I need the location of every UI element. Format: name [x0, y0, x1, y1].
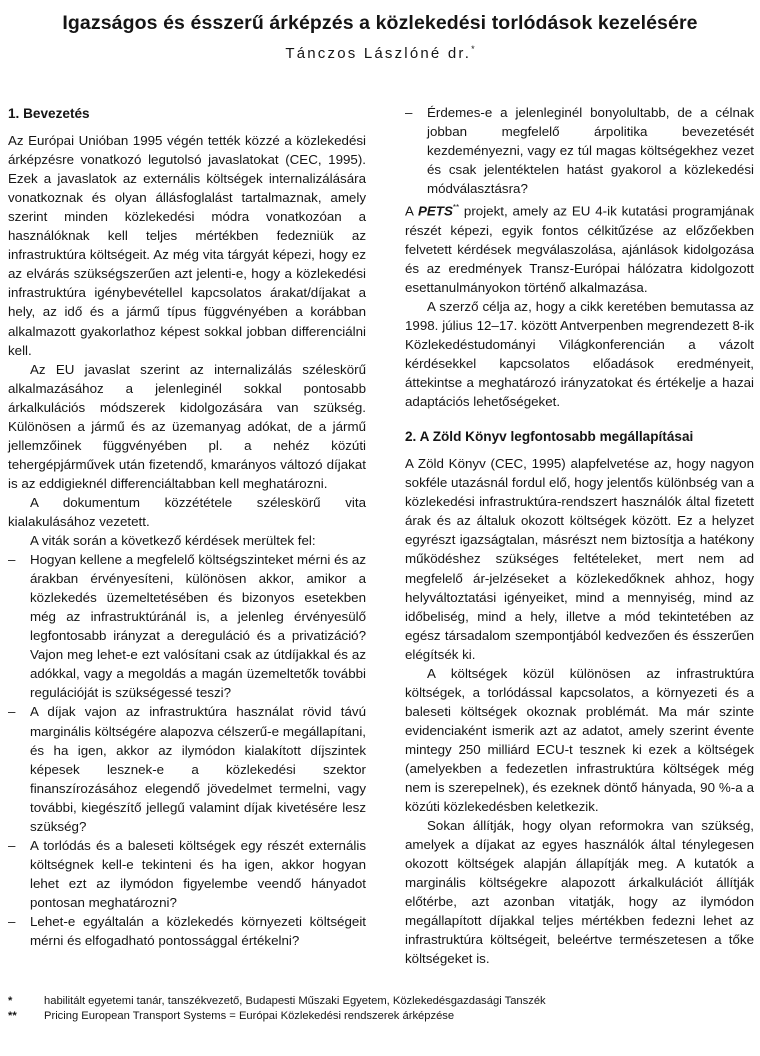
paragraph-7: Sokan állítják, hogy olyan reformokra van szükség, amelyek a díjakat az egyes használók által ténylegesen okozott költségek alapján állapítják meg. A kutatók a marginális költségekre alapozott árkalkulációt állítják előtérbe, azt azonban vitatják, hogy az ilymódon megállapított díjakkal teljes mértékben fedezni lehet az infrastruktúra költségeit, beleértve természetesen a tőke költségeket is.	[405, 818, 754, 967]
question-item-1	[8, 550, 366, 702]
question-item-4	[8, 912, 366, 950]
footnote-1	[8, 994, 748, 1009]
author-line	[0, 44, 760, 62]
dash-bullet: –	[405, 105, 413, 120]
author-footnote-mark: *	[471, 44, 475, 54]
footnote-2-mark: **	[8, 1010, 17, 1022]
paragraph-6: A költségek közül különösen az infrastruktúra költségek, a torlódással kapcsolatos, a környezeti és a baleseti költségek okoznak problémát. Ma már szinte evidenciaként ismerik azt az adatot, amely szerint évente mintegy 250 milliárd ECU-t tesznek ki ezek a költségek (amelyekben a fedezetlen infrastruktúra költségek még nem is szerepelnek), és ezeknek döntő hányada, 90 %-a a közúti közlekedésben keletkezik.	[405, 665, 754, 815]
author-name: Tánczos Lászlóné dr.	[285, 45, 472, 62]
dash-bullet: –	[8, 913, 16, 929]
pets-pre: A	[405, 203, 418, 219]
question-item-3	[8, 836, 366, 912]
paragraph-3: A dokumentum közzététele széleskörű vita kialakulásához vezetett.	[8, 494, 366, 529]
pets-footnote-mark: **	[452, 203, 460, 213]
article-title: Igazságos és ésszerű árképzés a közlekedési torlódások kezelésére	[62, 12, 698, 34]
paragraph-5: A Zöld Könyv (CEC, 1995) alapfelvetése az, hogy nagyon sokféle utazásnál fordul elő, hogy jelentős különbség van a közlekedési infrastruktúra-rendszert használók által fizetett árak és az általuk okozott költségek között. Ez a helyzet egyrészt igazságtalan, másrészt nem biztosítja a hatékony működéshez szükséges feltételeket, mert nem ad megfelelő ár-jelzéseket a közlekedőknek ahhoz, hogy helyváltoztatási igényeiket, mind a mennyiség, mind az időbeliség, mind a hely, illetve a mód tekintetében az egész társadalom szempontjából kedvezően és ésszerűen elégítsék ki.	[405, 456, 754, 662]
footnotes	[8, 994, 748, 1024]
paragraph-4: A viták során a következő kérdések merültek fel:	[30, 533, 316, 549]
right-column	[405, 103, 754, 969]
question-text-5: Érdemes-e a jelenleginél bonyolultabb, de a célnak jobban megfelelő árpolitika bevezetését kezdeményezni, vagy ez túl magas költségekhez vezet és csak jelentéktelen hatást gyakorol a közlekedési módválasztásra?	[427, 105, 754, 197]
footnote-1-mark: *	[8, 995, 13, 1007]
pets-text: projekt, amely az EU 4-ik kutatási programjának részét képezi, egyik fontos célkitűzése az előzőekben felvetett kérdések megválaszolása, ajánlások kidolgozása és az eredmények Transz-Európai hálózatra kidolgozott esettanulmányokon történő alkalmazása.	[405, 203, 754, 295]
question-item-2	[8, 702, 366, 835]
dash-bullet: –	[8, 552, 16, 568]
pets-acronym: PETS	[418, 203, 453, 219]
pets-paragraph	[405, 198, 754, 297]
question-text-1: Hogyan kellene a megfelelő költségszinteket mérni és az árakban érvényesíteni, különösen akkor, amikor a közlekedés üzemeltetésében és bizonyos esetekben még az infrastruktúránál is, a jelenleg érvényesülő legfontosabb irányzat a dereguláció és a privatizáció? Vajon meg lehet-e ezt valósítani csak az útdíjakkal és az adókkal, vagy a megoldás a magán üzemeltetők további regulációját is szükségessé teszi?	[30, 552, 366, 701]
aim-paragraph: A szerző célja az, hogy a cikk keretében bemutassa az 1998. július 12–17. között Antverpenben megrendezett 8-ik Közlekedéstudományi Világkonferencián a vázolt kérdésekkel kapcsolatos előadások eredményeit, áttekintse a meghatározó irányzatokat és értékelje a hazai adaptációs lehetőségeket.	[405, 298, 754, 410]
question-text-3: A torlódás és a baleseti költségek egy részét externális költségnek kell-e tekinteni és ha igen, akkor hogyan lehet ezt az ilymódon figyelembe veendő hányadot pontosan meghatározni?	[30, 837, 366, 910]
dash-bullet: –	[8, 704, 16, 720]
footnote-2-text: Pricing European Transport Systems = Európai Közlekedési rendszerek árképzése	[44, 1010, 455, 1022]
paragraph-1: Az Európai Unióban 1995 végén tették közzé a közlekedési árképzésre vonatkozó legutolsó javaslatokat (CEC, 1995). Ezek a javaslatok az externális költségek internalizálására vonatkoznak és olyan állásfoglalást tartalmaznak, amely szerint minden közlekedési módra vonatkozóan a használóknak kell teljes mértékben fedezniük az infrastruktúra költségeit. Az még vita tárgyát képezi, hogy ez az elvárás szükségszerűen azt jelenti-e, hogy a közlekedési infrastruktúra igénybevétellel kapcsolatos árakat/díjakat a hely, az idő és a jármű típus függvényében a korábban alkalmazott gyakorlathoz képest sokkal jobban differenciálni kell.	[8, 133, 366, 358]
section-2-heading: 2. A Zöld Könyv legfontosabb megállapításai	[405, 429, 694, 445]
dash-bullet: –	[8, 837, 16, 853]
footnote-2	[8, 1009, 748, 1024]
paragraph-2: Az EU javaslat szerint az internalizálás széleskörű alkalmazásához a jelenleginél sokkal pontosabb árkalkulációs módszerek kidolgozására van szükség. Különösen a jármű és az üzemanyag adókat, de a jármű jellemzőinek függvényében pl. a nehéz közúti tehergépjárművek után fizetendő, kmarányos változó díjakat is az eddigieknél differenciáltabban kell meghatározni.	[8, 361, 366, 491]
footnote-1-text: habilitált egyetemi tanár, tanszékvezető, Budapesti Műszaki Egyetem, Közlekedésgazdasági Tanszék	[44, 995, 546, 1007]
question-text-2: A díjak vajon az infrastruktúra használat rövid távú marginális költségére alapozva célszerű-e megállapítani, és ha igen, akkor az ilymódon kialakított díjszintek képesek lesznek-e a közlekedési szektor finanszírozásához elegendő jövedelmet termelni, vagy további, kiegészítő jellegű valamint díjak kivetésére lesz szükség?	[30, 704, 366, 834]
left-column	[8, 104, 366, 950]
question-item-5	[405, 103, 754, 198]
question-text-4: Lehet-e egyáltalán a közlekedés környezeti költségeit mérni és elfogadható pontossággal értékelni?	[30, 913, 366, 949]
section-1-heading: 1. Bevezetés	[8, 106, 90, 121]
